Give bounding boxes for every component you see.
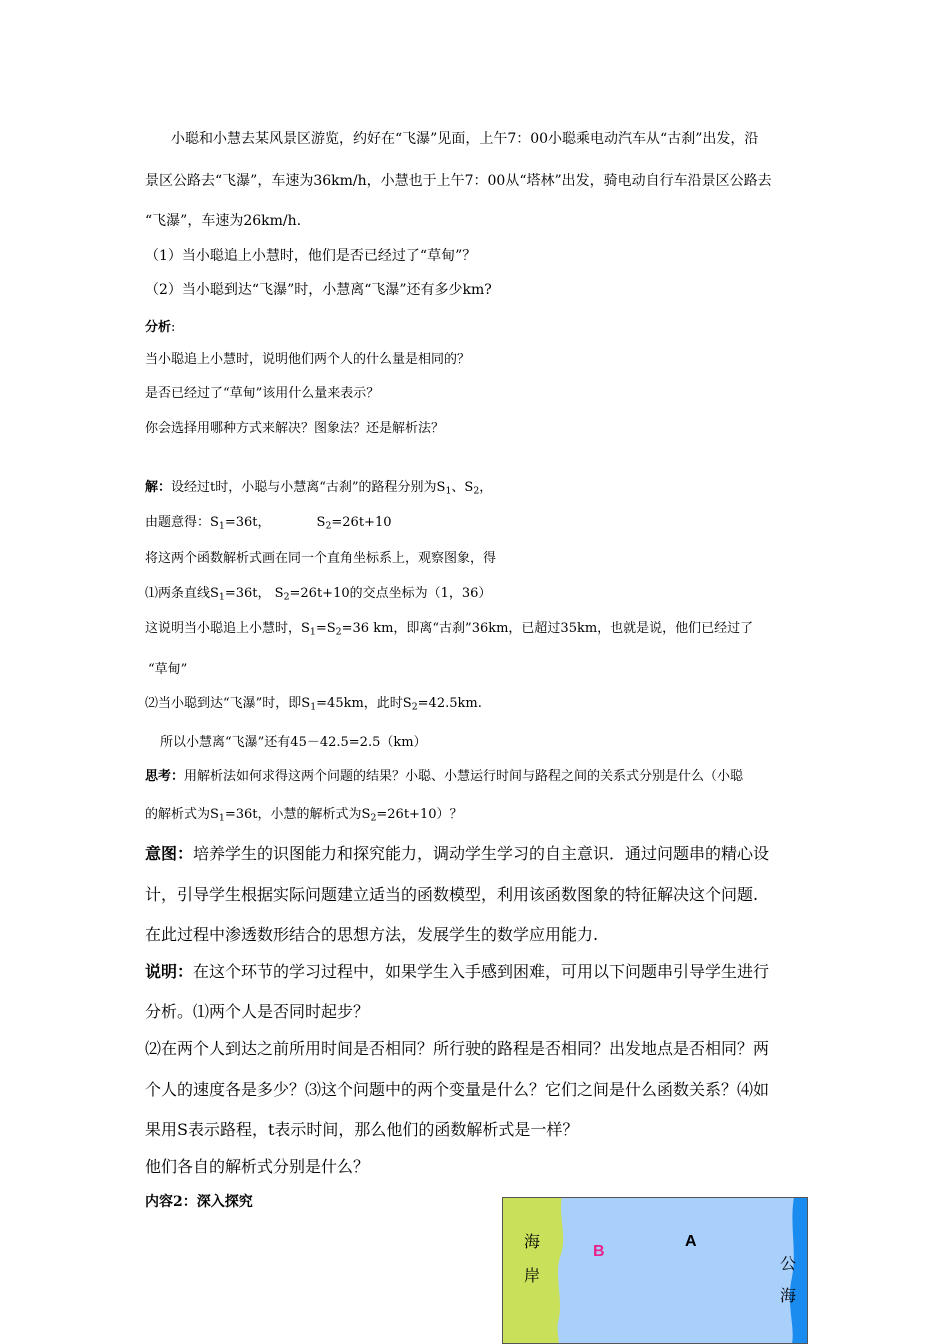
- solution-line-2: 由题意得：$S_1=36t$， $S_2=26t+10$: [145, 515, 392, 532]
- analysis-line-1: 当小聪追上小慧时，说明他们两个人的什么量是相同的？: [145, 352, 471, 367]
- content2-heading: 内容2：深入探究: [145, 1194, 253, 1210]
- solution-line-8: 所以小慧离“飞瀑”还有45－42.5=2.5（km）: [160, 735, 427, 750]
- solution-line-7: ⑵当小聪到达“飞瀑”时，即$S_1=45km$，此时$S_2=42.5km$.: [145, 696, 482, 713]
- coast-map-drawing: [502, 1197, 808, 1344]
- problem-line-3: “飞瀑”，车速为26km/h.: [145, 213, 302, 229]
- solution-line-1: 解：设经过t时，小聪与小慧离“古刹”的路程分别为$S_1$、$S_2$，: [145, 480, 493, 497]
- note-line-3: ⑵在两个人到达之前所用时间是否相同？所行驶的路程是否相同？出发地点是否相同？两: [145, 1039, 770, 1058]
- coast-map-figure: [502, 1197, 808, 1344]
- solution-line-5: 这说明当小聪追上小慧时，$S_1=S_2=36$ km，即离“古刹”36km，已超过35km，也就是说，他们已经过了: [145, 621, 754, 638]
- solution-label: 解: [145, 480, 159, 495]
- analysis-line-2: 是否已经过了“草甸”该用什么量来表示？: [145, 386, 380, 401]
- intent-line-2: 计，引导学生根据实际问题建立适当的函数模型，利用该函数图象的特征解决这个问题.: [145, 885, 759, 904]
- question-1: （1）当小聪追上小慧时，他们是否已经过了“草甸”？: [145, 248, 477, 264]
- thinking-line-1: 思考：用解析法如何求得这两个问题的结果？小聪、小慧运行时间与路程之间的关系式分别是什么（小聪: [145, 769, 744, 784]
- note-line-5: 果用S表示路程，t表示时间，那么他们的函数解析式是一样？: [145, 1120, 579, 1139]
- note-line-6: 他们各自的解析式分别是什么？: [145, 1157, 370, 1176]
- solution-colon: ：: [158, 480, 172, 495]
- right-label-2: 海: [780, 1288, 797, 1305]
- intent-line-3: 在此过程中渗透数形结合的思想方法，发展学生的数学应用能力.: [145, 925, 599, 944]
- solution-line-6: “草甸”: [148, 662, 188, 677]
- analysis-heading: [145, 316, 175, 335]
- coast-label-1: 海: [524, 1234, 541, 1251]
- analysis-label: 分析: [145, 320, 172, 335]
- solution-line-4: ⑴两条直线$S_1=36t$， $S_2=26t+10$的交点坐标为（1，36）: [145, 586, 492, 603]
- problem-line-1: 小聪和小慧去某风景区游览，约好在“飞瀑”见面，上午7：00小聪乘电动汽车从“古刹”出发，沿: [171, 131, 759, 147]
- coast-label-2: 岸: [524, 1268, 541, 1285]
- right-label-1: 公: [780, 1256, 797, 1273]
- solution-line-3: 将这两个函数解析式画在同一个直角坐标系上，观察图象，得: [145, 551, 497, 566]
- note-line-1: 说明：在这个环节的学习过程中，如果学生入手感到困难，可用以下问题串引导学生进行: [145, 962, 770, 981]
- thinking-label: 思考: [145, 769, 172, 784]
- analysis-colon: :: [171, 320, 176, 335]
- note-label: 说明：: [145, 962, 194, 981]
- point-a-label: A: [685, 1233, 697, 1250]
- intent-label: 意图：: [145, 844, 194, 863]
- thinking-line-2: 的解析式为$S_1=36t$，小慧的解析式为$S_2=26t+10$）？: [145, 807, 463, 824]
- intent-line-1: 意图：培养学生的识图能力和探究能力，调动学生学习的自主意识．通过问题串的精心设: [145, 844, 770, 863]
- note-line-2: 分析。⑴两个人是否同时起步？: [145, 1002, 370, 1021]
- problem-line-2: 景区公路去“飞瀑”，车速为36km/h，小慧也于上午7：00从“塔林”出发，骑电动自行车沿景区公路去: [145, 173, 772, 189]
- analysis-line-3: 你会选择用哪种方式来解决？图象法？还是解析法？: [145, 421, 445, 436]
- question-2: （2）当小聪到达“飞瀑”时，小慧离“飞瀑”还有多少km?: [145, 282, 492, 298]
- point-b-label: B: [593, 1243, 605, 1260]
- note-line-4: 个人的速度各是多少？⑶这个问题中的两个变量是什么？它们之间是什么函数关系？⑷如: [145, 1080, 770, 1099]
